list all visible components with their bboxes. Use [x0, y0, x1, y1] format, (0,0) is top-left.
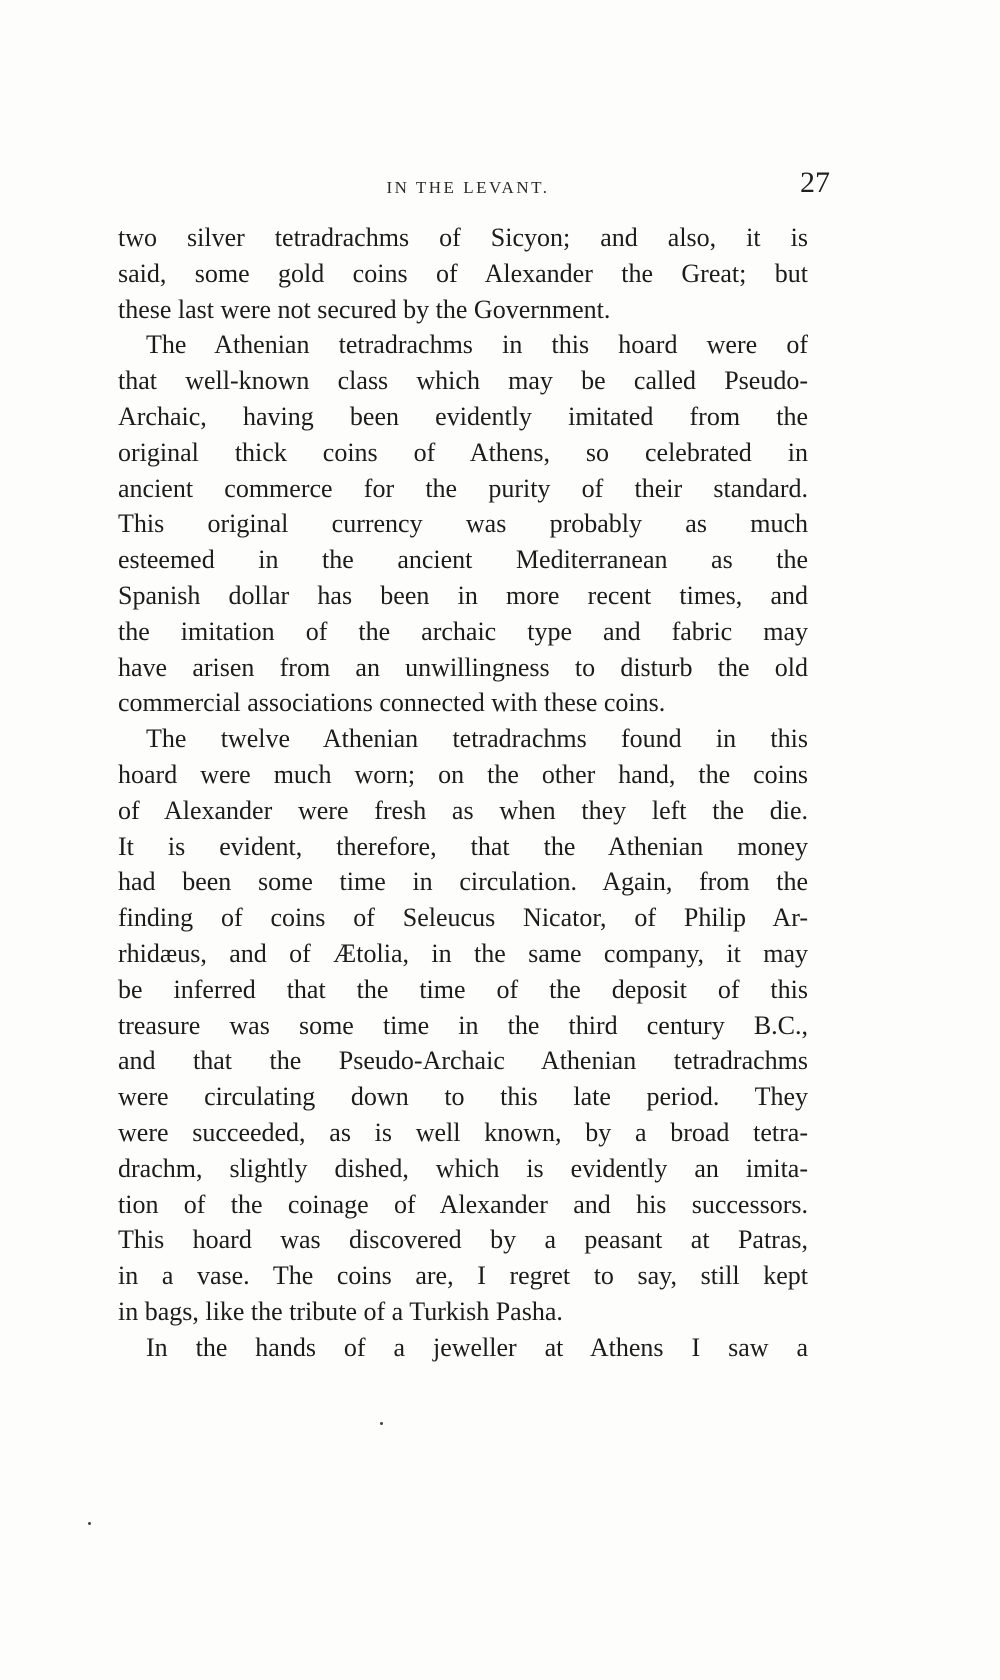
- text-line: in a vase. The coins are, I regret to say, still kept: [118, 1261, 808, 1291]
- text-line: and that the Pseudo-Archaic Athenian tetradrachms: [118, 1046, 808, 1076]
- text-line: commercial associations connected with these coins.: [118, 688, 666, 718]
- text-line: The twelve Athenian tetradrachms found in this: [146, 724, 808, 754]
- text-line: two silver tetradrachms of Sicyon; and also, it is: [118, 223, 808, 252]
- text-line: This original currency was probably as much: [118, 509, 808, 539]
- paragraph: [118, 327, 808, 721]
- running-head: IN THE LEVANT.: [386, 178, 550, 197]
- text-line: This hoard was discovered by a peasant at Patras,: [118, 1225, 808, 1255]
- text-line: were succeeded, as is well known, by a broad tetra-: [118, 1117, 808, 1147]
- paragraph: [118, 220, 808, 327]
- text-line: Archaic, having been evidently imitated from the: [118, 401, 808, 431]
- body-text: [118, 220, 808, 1366]
- text-line: these last were not secured by the Government.: [118, 294, 611, 324]
- text-line: were circulating down to this late period. They: [118, 1082, 808, 1112]
- text-line: original thick coins of Athens, so celebrated in: [118, 437, 808, 467]
- text-line: tion of the coinage of Alexander and his successors.: [118, 1189, 808, 1219]
- page-header: [118, 166, 830, 212]
- text-line: hoard were much worn; on the other hand, the coins: [118, 759, 808, 789]
- text-line: It is evident, therefore, that the Athenian money: [118, 831, 808, 861]
- page-number: 27: [800, 166, 830, 199]
- speck-mark: [380, 1422, 383, 1425]
- speck-mark: [88, 1522, 91, 1525]
- paragraph: [118, 721, 808, 1330]
- text-line: ancient commerce for the purity of their standard.: [118, 473, 808, 503]
- text-line: the imitation of the archaic type and fabric may: [118, 616, 808, 646]
- text-line: The Athenian tetradrachms in this hoard were of: [146, 330, 808, 360]
- paragraph: [118, 1330, 808, 1366]
- text-line: be inferred that the time of the deposit of this: [118, 974, 808, 1004]
- text-line: rhidæus, and of Ætolia, in the same company, it may: [118, 938, 808, 968]
- text-line: treasure was some time in the third century B.C.,: [118, 1010, 808, 1040]
- text-line: finding of coins of Seleucus Nicator, of Philip Ar-: [118, 903, 808, 933]
- text-line: esteemed in the ancient Mediterranean as the: [118, 545, 808, 575]
- text-line: In the hands of a jeweller at Athens I saw a: [146, 1332, 808, 1362]
- text-line: in bags, like the tribute of a Turkish Pasha.: [118, 1296, 563, 1326]
- text-line: drachm, slightly dished, which is evidently an imita-: [118, 1153, 808, 1183]
- text-line: said, some gold coins of Alexander the Great; but: [118, 258, 808, 288]
- text-line: have arisen from an unwillingness to disturb the old: [118, 652, 808, 682]
- text-line: that well-known class which may be called Pseudo-: [118, 366, 808, 396]
- text-line: Spanish dollar has been in more recent times, and: [118, 580, 808, 610]
- text-line: of Alexander were fresh as when they left the die.: [118, 795, 808, 825]
- text-line: had been some time in circulation. Again, from the: [118, 867, 808, 897]
